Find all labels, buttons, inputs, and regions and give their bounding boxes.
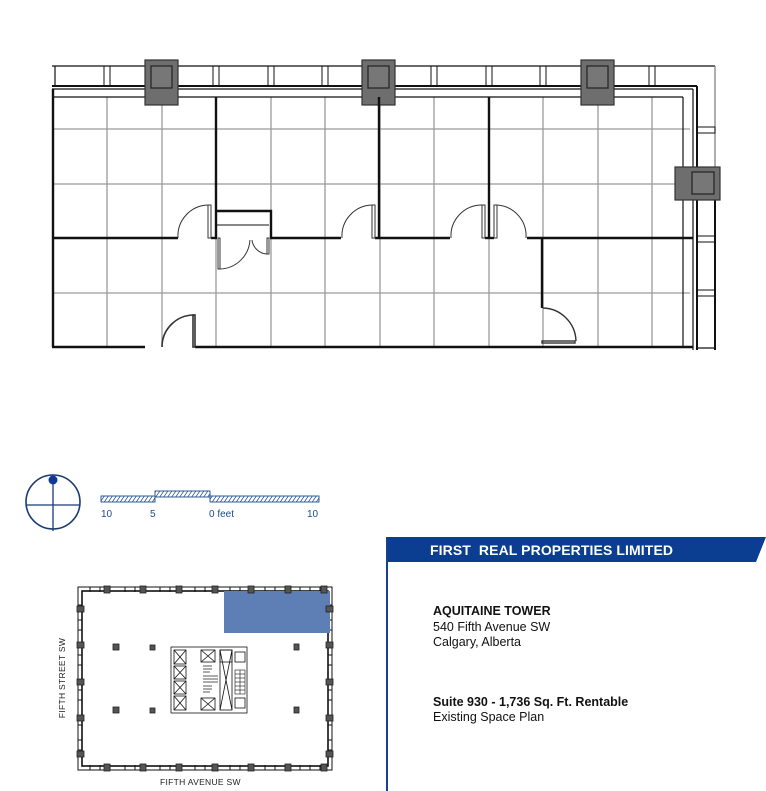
building-core xyxy=(171,647,247,713)
door-office-2 xyxy=(342,205,375,238)
building-name: AQUITAINE TOWER xyxy=(433,604,551,618)
door-office-3 xyxy=(451,205,485,238)
door-office-1 xyxy=(178,205,211,238)
exterior-wall-right xyxy=(683,66,715,350)
street-label-west: FIFTH STREET SW xyxy=(57,637,67,719)
address-street: 540 Fifth Avenue SW xyxy=(433,620,551,634)
north-arrow-icon xyxy=(24,473,84,533)
column-1 xyxy=(145,60,178,105)
building-key-plan xyxy=(70,580,340,775)
company-name: FIRST REAL PROPERTIES LIMITED xyxy=(430,542,674,558)
column-4 xyxy=(675,167,720,200)
scale-label-0: 0 feet xyxy=(209,509,235,520)
scale-label-5: 5 xyxy=(150,509,156,520)
suite-area: Suite 930 - 1,736 Sq. Ft. Rentable xyxy=(433,695,629,709)
door-office-4 xyxy=(494,205,526,238)
panel-divider xyxy=(386,537,388,791)
suite-floor-plan xyxy=(0,0,766,360)
scale-label-10-right: 10 xyxy=(307,509,319,520)
doors xyxy=(162,205,576,347)
street-label-south: FIFTH AVENUE SW xyxy=(160,777,241,787)
scale-bar-graphic xyxy=(100,488,325,508)
door-lower-right xyxy=(542,308,576,343)
door-entry xyxy=(162,315,195,347)
plan-type: Existing Space Plan xyxy=(433,710,545,724)
scale-label-10-left: 10 xyxy=(101,509,113,520)
door-closet xyxy=(218,238,269,269)
address-city: Calgary, Alberta xyxy=(433,635,522,649)
structural-columns xyxy=(145,60,720,200)
scale-bar xyxy=(100,488,325,523)
column-3 xyxy=(581,60,614,105)
suite-highlight xyxy=(224,591,330,633)
title-block xyxy=(386,537,766,791)
